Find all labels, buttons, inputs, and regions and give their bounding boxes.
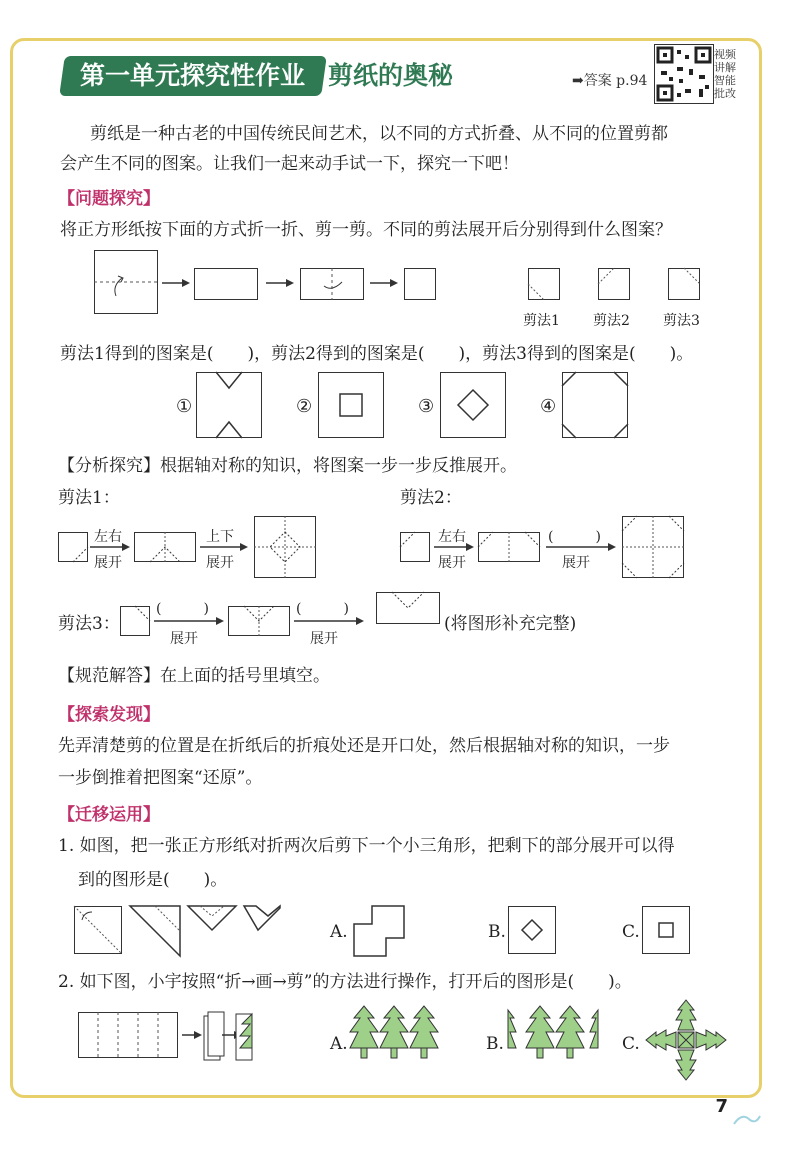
m1-arrow-1-label-top: 左右 [94,529,122,545]
answer-reference[interactable]: ➡答案 p.94 [572,73,648,89]
intro-line-1: 剪纸是一种古老的中国传统民间艺术，以不同的方式折叠、从不同的位置剪都 [90,124,668,144]
q1-line-2: 到的图形是( )。 [78,870,228,890]
q2-choice-c-label[interactable]: C. [622,1034,640,1054]
fill-blank-line: 剪法1得到的图案是( )，剪法2得到的图案是( )，剪法3得到的图案是( )。 [60,344,694,364]
method-3-label: 剪法3： [58,614,120,634]
m1-step-2 [134,532,196,562]
answer-instruction: 【规范解答】在上面的括号里填空。 [58,666,330,686]
square-paper [94,250,158,314]
arrow-icon [294,616,366,626]
arrow-icon [200,542,250,552]
q1-triangle-fold [130,906,182,958]
folded-quarter [404,268,436,300]
arrow-icon [370,278,400,288]
option-4-figure [562,372,628,438]
discover-line-1: 先弄清楚剪的位置是在折纸后的折痕处还是开口处，然后根据轴对称的知识，一步 [58,736,670,756]
m2-arrow-2-label-bottom: 展开 [562,555,590,571]
folded-half [194,268,258,300]
q1-cut-result [244,906,284,934]
q1-choice-a-label[interactable]: A. [330,922,348,942]
q2-choice-a-figure[interactable] [350,1006,438,1070]
q1-choice-a-figure[interactable] [354,906,414,958]
m3-step-2 [228,606,290,636]
page-title: 第一单元探究性作业 [59,56,327,96]
transfer-heading: 【迁移运用】 [58,805,160,825]
intro-line-2: 会产生不同的图案。让我们一起来动手试一下，探究一下吧！ [60,154,519,174]
q1-choice-c-label[interactable]: C. [622,922,640,942]
cut-method-1-figure [528,268,560,300]
q1-line-1: 1. 如图，把一张正方形纸对折两次后剪下一个小三角形，把剩下的部分展开可以得 [58,836,675,856]
complete-figure-note: (将图形补充完整) [444,614,577,634]
option-1-marker: ① [176,396,193,417]
option-3-figure [440,372,506,438]
m1-step-3 [254,516,316,578]
m3-step-3 [376,592,440,624]
problem-heading: 【问题探究】 [58,189,160,209]
option-4-marker: ④ [540,396,557,417]
q2-choice-c-figure[interactable] [646,1000,726,1080]
page-subtitle: 剪纸的奥秘 [328,61,454,90]
m2-arrow-2-blank[interactable]: ( ) [548,529,601,545]
cut-method-3-label: 剪法3 [663,313,700,329]
q2-choice-a-label[interactable]: A. [330,1034,348,1054]
arrow-icon [182,1030,204,1040]
discover-heading: 【探索发现】 [58,705,160,725]
analysis-heading: 【分析探究】根据轴对称的知识，将图案一步一步反推展开。 [58,456,517,476]
m2-step-2 [478,532,540,562]
qr-code-icon[interactable] [654,44,714,104]
arrow-icon [90,542,132,552]
q2-choice-b-label[interactable]: B. [486,1034,504,1054]
problem-question: 将正方形纸按下面的方式折一折、剪一剪。不同的剪法展开后分别得到什么图案？ [60,220,672,240]
method-2-label: 剪法2： [400,488,462,508]
m1-arrow-2-label-bottom: 展开 [206,555,234,571]
cut-method-1-label: 剪法1 [523,313,560,329]
q2-choice-b-figure[interactable] [508,1006,600,1070]
q1-square [74,906,122,954]
arrow-icon [154,616,226,626]
method-1-label: 剪法1： [58,488,120,508]
q2-line: 2. 如下图，小宇按照“折→画→剪”的方法进行操作，打开后的图形是( )。 [58,972,632,992]
arrow-icon [546,542,618,552]
q1-choice-b-figure[interactable] [508,906,556,954]
q2-drawn-tree [236,1008,260,1064]
page-number: 7 [715,1096,728,1117]
q1-small-triangle [188,906,238,936]
discover-line-2: 一步倒推着把图案“还原”。 [58,768,263,788]
q1-choice-b-label[interactable]: B. [488,922,506,942]
q2-folded-strip [78,1012,178,1058]
q1-choice-c-figure[interactable] [642,906,690,954]
arrow-icon [434,542,476,552]
m2-step-3 [622,516,684,578]
m3-step-1 [120,606,150,636]
option-1-figure [196,372,262,438]
decorative-wave-icon [732,1110,762,1130]
m3-arrow-1-label-bottom: 展开 [170,631,198,647]
arrow-icon [162,278,192,288]
m3-arrow-2-label-bottom: 展开 [310,631,338,647]
arrow-icon [266,278,296,288]
m2-arrow-1-label-bottom: 展开 [438,555,466,571]
m1-arrow-1-label-bottom: 展开 [94,555,122,571]
cut-method-3-figure [668,268,700,300]
m2-step-1 [400,532,430,562]
m1-arrow-2-label-top: 上下 [206,529,234,545]
cut-method-2-label: 剪法2 [593,313,630,329]
option-2-figure [318,372,384,438]
cut-method-2-figure [598,268,630,300]
option-3-marker: ③ [418,396,435,417]
folded-half-marked [300,268,364,300]
qr-caption: 视频讲解 智能批改 [714,48,736,100]
m2-arrow-1-label-top: 左右 [438,529,466,545]
m3-arrow-1-blank[interactable]: ( ) [156,601,209,617]
m3-arrow-2-blank[interactable]: ( ) [296,601,349,617]
m1-step-1 [58,532,88,562]
option-2-marker: ② [296,396,313,417]
